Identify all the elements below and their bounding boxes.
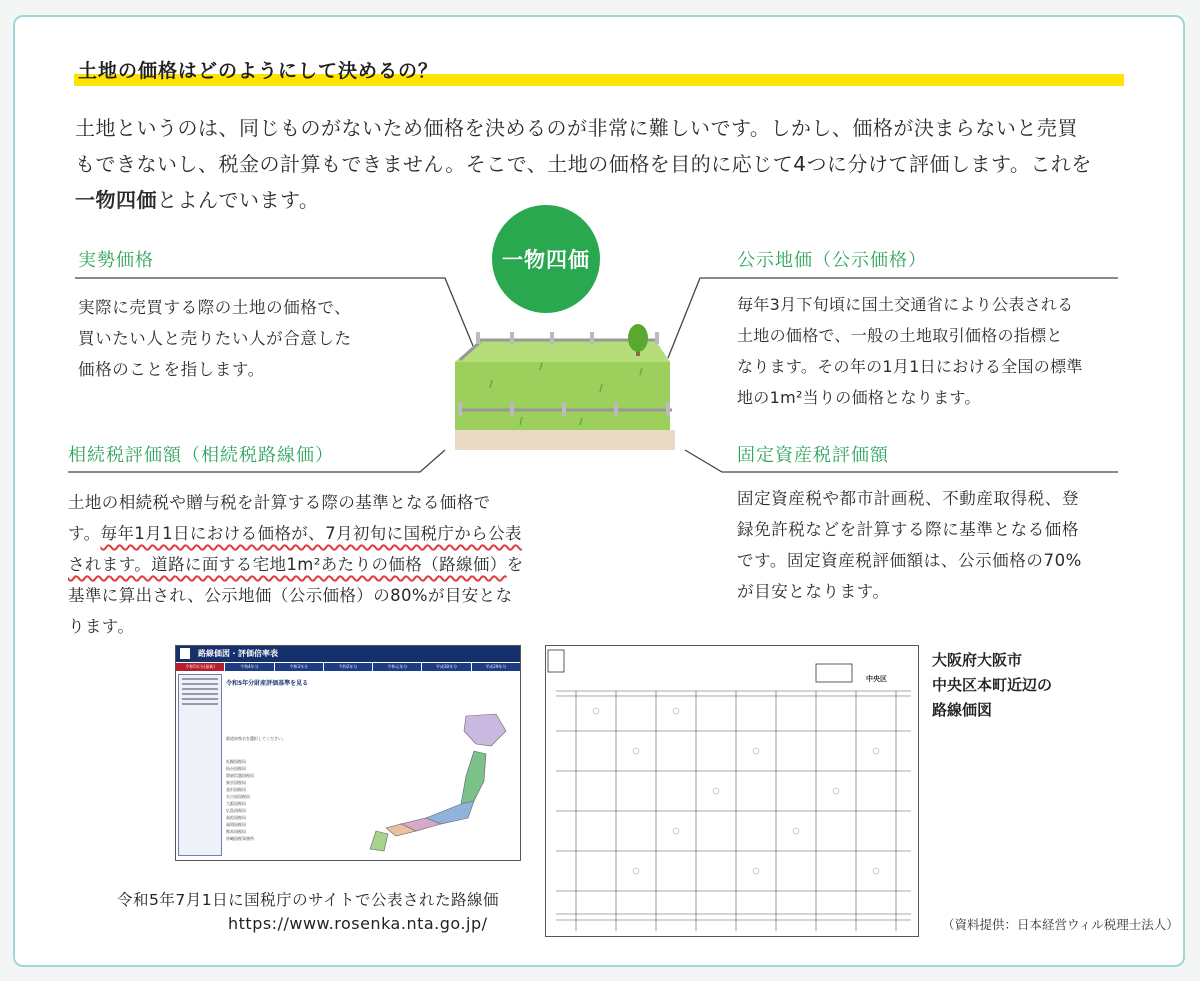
section-body-koji: 毎年3月下旬頃に国土交通省により公表される 土地の価格で、一般の土地取引価格の指標と なります。その年の1月1日における全国の標準 地の1m²当りの価格となります。 [737, 295, 1083, 407]
intro-line-2: もできないし、税金の計算もできません。そこで、土地の価格を目的に応じて4つに分けて評価します。これを [75, 152, 1092, 176]
section-body-sozoku: 土地の相続税や贈与税を計算する際の基準となる価格で す。毎年1月1日における価格が、7月初旬に国税庁から公表 されます。道路に面する宅地1m²あたりの価格（路線価）を 基準に算出され、公示地価（公示価格）の80%が目安とな ります。 [68, 493, 524, 636]
land-plot-illustration [450, 300, 680, 460]
tab-year[interactable]: 平成30年分 [422, 663, 470, 671]
page-title: 土地の価格はどのようにして決めるの？ [78, 60, 439, 82]
intro-line-1: 土地というのは、同じものがないため価格を決めるのが非常に難しいです。しかし、価格が決まらないと売買 [75, 116, 1078, 140]
site-heading: 令和5年分財産評価基準を見る [226, 680, 309, 687]
intro-line-3: 一物四価とよんでいます。 [75, 188, 320, 212]
year-tabs [176, 663, 520, 671]
site-title: 路線価図・評価倍率表 [198, 649, 278, 658]
highlight-underline: 毎年1月1日における価格が、7月初旬に国税庁から公表 [100, 524, 522, 543]
section-title-jissei: 実勢価格 [78, 250, 154, 271]
site-sidebar [178, 674, 222, 856]
source-credit: （資料提供：日本経営ウィル税理士法人） [942, 917, 1179, 932]
tab-year[interactable]: 令和4年分 [225, 663, 273, 671]
site-note: 都道府県名を選択してください。 [226, 736, 286, 741]
ichibutsu-yonka-badge: 一物四価 [492, 205, 600, 313]
intro-keyword: 一物四価 [75, 188, 157, 212]
section-body-kotei: 固定資産税や都市計画税、不動産取得税、登 録免許税などを計算する際に基準となる価格 です。固定資産税評価額は、公示価格の70% が目安となります。 [737, 489, 1082, 601]
tab-year[interactable]: 令和3年分 [275, 663, 323, 671]
tab-year[interactable]: 令和5年分(最新) [176, 663, 224, 671]
highlight-underline: されます。道路に面する宅地1m²あたりの価格（路線価） [68, 555, 507, 574]
rosenka-map-image [545, 645, 919, 937]
section-title-koji: 公示地価（公示価格） [737, 250, 927, 271]
rosenka-url-link[interactable]: https://www.rosenka.nta.go.jp/ [228, 914, 488, 933]
map-ward-label: 中央区 [866, 675, 887, 683]
map-caption: 大阪府大阪市 中央区本町近辺の 路線価図 [932, 651, 1053, 719]
section-title-sozoku: 相続税評価額（相続税路線価） [68, 445, 334, 466]
region-list: 札幌国税局 仙台国税局 関東信越国税局 東京国税局 金沢国税局 名古屋国税局 大阪国税局 広島国税局 高松国税局 福岡国税局 熊本国税局 沖縄国税事務所 [226, 759, 254, 841]
screenshot-caption: 令和5年7月1日に国税庁のサイトで公表された路線価 [117, 891, 500, 909]
tab-year[interactable]: 平成29年分 [472, 663, 520, 671]
section-title-kotei: 固定資産税評価額 [737, 445, 889, 466]
nta-website-screenshot [175, 645, 521, 861]
tab-year[interactable]: 令和元年分 [373, 663, 421, 671]
tab-year[interactable]: 令和2年分 [324, 663, 372, 671]
japan-map-graphic [356, 706, 516, 856]
section-body-jissei: 実際に売買する際の土地の価格で、 買いたい人と売りたい人が合意した 価格のことを指します。 [78, 298, 352, 379]
rosenka-map-grid [546, 646, 918, 936]
